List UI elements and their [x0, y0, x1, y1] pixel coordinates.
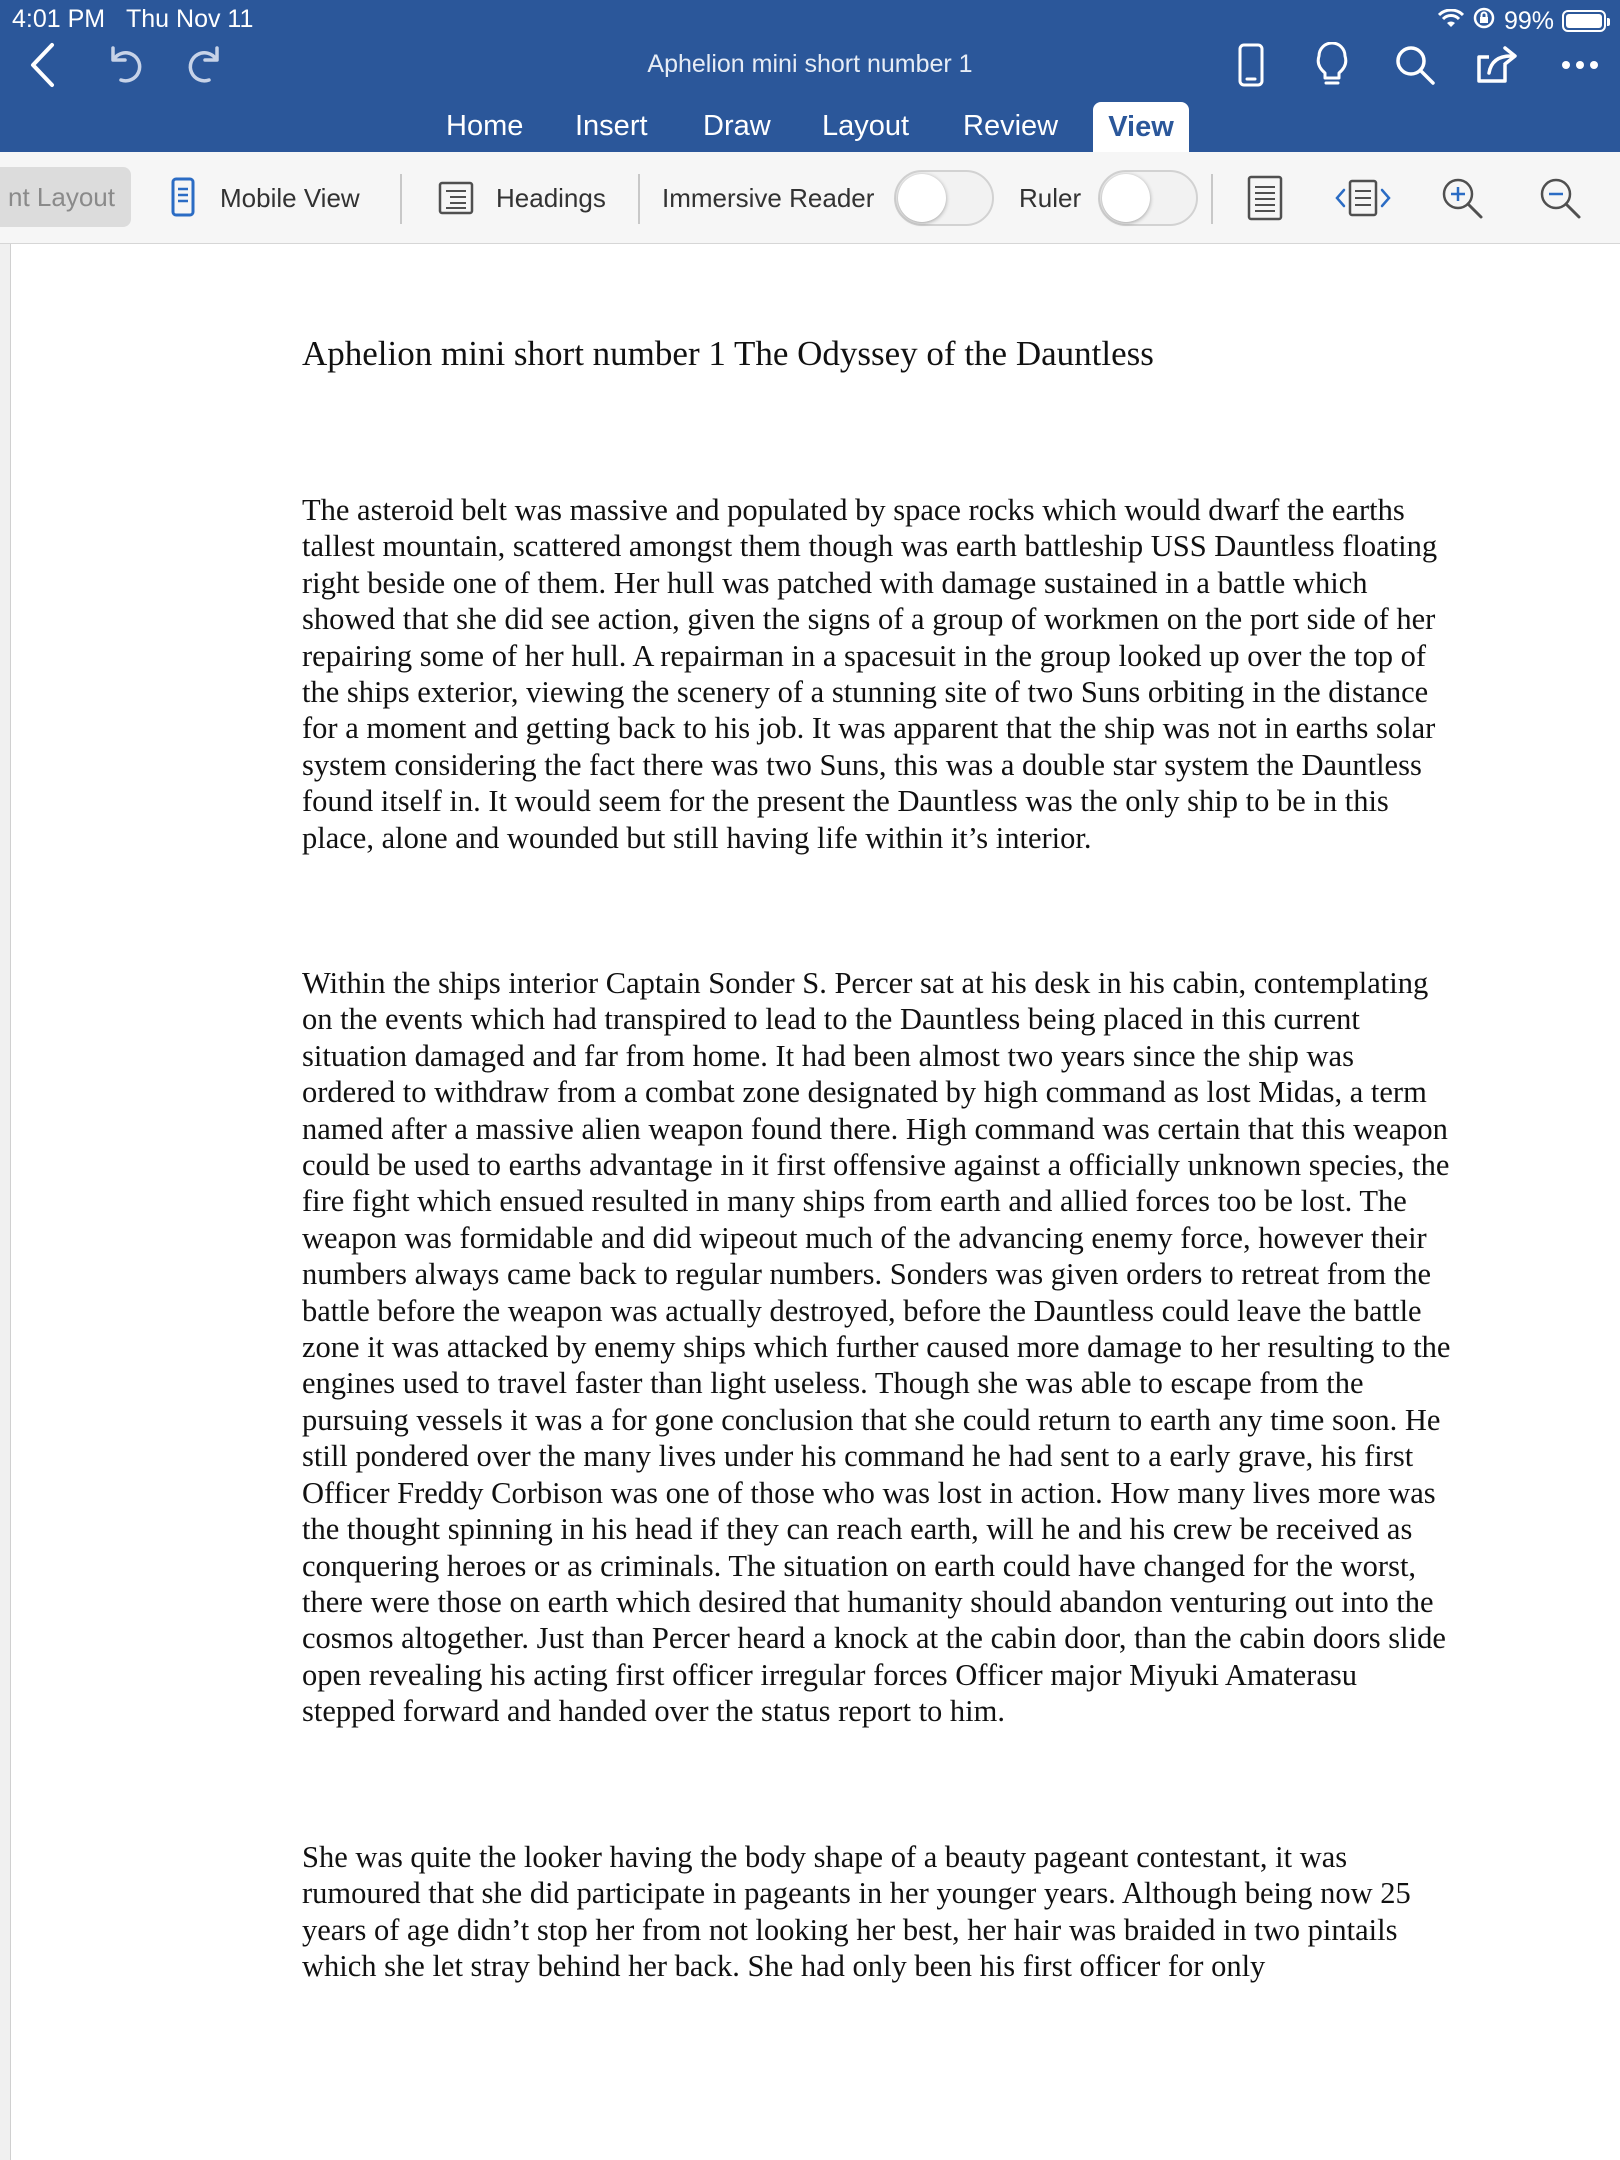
document-page[interactable]	[10, 244, 1620, 2160]
paragraph: The asteroid belt was massive and populated by space rocks which would dwarf the earths tallest mountain, scattered amongst them though was earth battleship USS Dauntless floating right beside one of them. Her hull was patched with damage sustained in a battle which showed that she did see action, given the signs of a group of workmen on the port side of her repairing some of her hull. A repairman in a spacesuit in the group looked up over the top of the ships exterior, viewing the scenery of a stunning site of two Suns orbiting in the distance for a moment and getting back to his job. It was apparent that the ship was not in earths solar system considering the fact there was two Suns, this was a double star system the Dauntless found itself in. It would seem for the present the Dauntless was the only ship to be in this place, alone and wounded but still having life within it’s interior.	[302, 493, 1438, 855]
view-ribbon	[0, 152, 1620, 244]
search-icon[interactable]	[1392, 40, 1438, 90]
battery-icon	[1562, 10, 1606, 32]
headings-button[interactable]	[438, 152, 606, 244]
app-header	[0, 0, 1620, 152]
status-time: 4:01 PM	[12, 5, 106, 33]
document-title: Aphelion mini short number 1	[647, 50, 973, 78]
paragraph: Within the ships interior Captain Sonder S. Percer sat at his desk in his cabin, contemplating on the events which had transpired to lead to the Dauntless being placed in this current situation damaged and far from home. It had been almost two years since the ship was ordered to withdraw from a combat zone designated by high command as lost Midas, a term named after a massive alien weapon found there. High command was certain that this weapon could be used to earths advantage in it first offensive against a officially unknown species, the fire fight which ensued resulted in many ships from earth and allied forces too be lost. The weapon was formidable and did wipeout much of the advancing enemy force, however their numbers always came back to regular numbers. Sonders was given orders to retreat from the battle before the weapon was actually destroyed, before the Dauntless could leave the battle zone it was attacked by enemy ships which further caused more damage to her resulting to the engines used to travel faster than light useless. Though she was able to escape from the pursuing vessels it was a for gone conclusion that she could return to earth any time soon. He still pondered over the many lives under his command he had sent to a early grave, his first Officer Freddy Corbison was one of those who was lost in action. How many lives more was the thought spinning in his head if they can reach earth, will he and his crew be received as conquering heroes or as criminals. The situation on earth could have changed for the worst, there were those on earth which desired that humanity should abandon venturing out into the cosmos altogether. Just than Percer heard a knock at the cabin door, than the cabin doors slide open revealing his acting first officer irregular forces Officer major Miyuki Amaterasu stepped forward and handed over the status report to him.	[302, 966, 1451, 1729]
phone-icon	[170, 177, 196, 219]
wifi-icon	[1438, 7, 1464, 36]
mobile-view-button[interactable]	[170, 152, 360, 244]
tab-layout[interactable]: Layout	[822, 110, 910, 142]
ribbon-tabs	[0, 100, 1620, 152]
zoom-out-icon	[1538, 176, 1582, 220]
status-indicators	[1438, 4, 1606, 38]
back-icon[interactable]	[20, 40, 64, 90]
toggle-knob	[1102, 174, 1150, 222]
zoom-in-icon	[1440, 176, 1484, 220]
ribbon-divider	[1211, 174, 1213, 224]
orientation-lock-icon	[1472, 6, 1496, 37]
one-page-icon	[1245, 175, 1285, 221]
page-width-icon	[1334, 178, 1392, 218]
battery-percent: 99%	[1503, 6, 1554, 35]
undo-icon[interactable]	[102, 40, 150, 88]
ruler-toggle[interactable]	[1098, 170, 1198, 226]
immersive-reader-toggle[interactable]	[894, 170, 994, 226]
tab-review[interactable]: Review	[963, 110, 1059, 142]
immersive-reader-label: Immersive Reader	[662, 182, 875, 213]
zoom-in-button[interactable]	[1440, 152, 1484, 244]
print-layout-button[interactable]: nt Layout	[0, 167, 131, 227]
paragraph: She was quite the looker having the body shape of a beauty pageant contestant, it was rumoured that she did participate in pageants in her younger years. Although being now 25 years of age didn’t stop her from not looking her best, her hair was braided in two pintails which she let stray behind her back. She had only been his first officer for only	[302, 1840, 1411, 1984]
toggle-knob	[898, 174, 946, 222]
tab-home[interactable]: Home	[446, 110, 524, 142]
document-area[interactable]	[0, 244, 1620, 2160]
tab-view[interactable]: View	[1093, 102, 1189, 152]
lightbulb-icon[interactable]	[1310, 40, 1354, 90]
ruler-label: Ruler	[1019, 182, 1082, 213]
tab-draw[interactable]: Draw	[703, 110, 771, 142]
headings-icon	[438, 181, 474, 215]
mobile-view-icon[interactable]	[1234, 40, 1268, 90]
one-page-button[interactable]	[1245, 152, 1285, 244]
redo-icon[interactable]	[180, 40, 228, 88]
more-options-icon[interactable]	[1556, 50, 1604, 80]
share-icon[interactable]	[1474, 40, 1522, 90]
mobile-view-label: Mobile View	[220, 182, 360, 213]
document-heading: Aphelion mini short number 1 The Odyssey of the Dauntless	[302, 334, 1154, 373]
status-date: Thu Nov 11	[126, 5, 254, 33]
ribbon-divider	[638, 174, 640, 224]
tab-insert[interactable]: Insert	[575, 110, 648, 142]
headings-label: Headings	[496, 182, 606, 213]
zoom-out-button[interactable]	[1538, 152, 1582, 244]
ribbon-divider	[400, 174, 402, 224]
page-width-button[interactable]	[1334, 152, 1392, 244]
